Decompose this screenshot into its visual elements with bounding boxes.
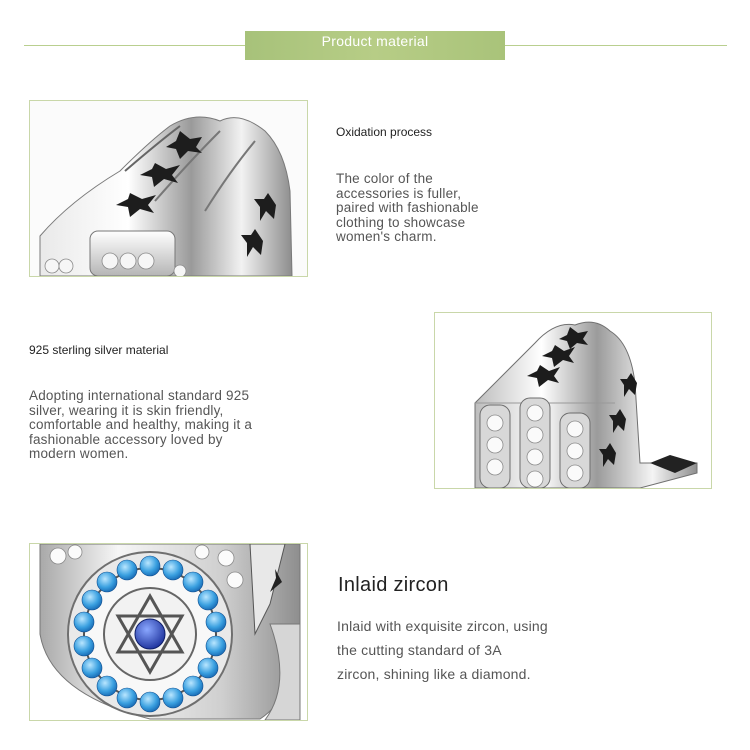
oxidation-line: accessories is fuller, [336,185,462,201]
zircon-line: Inlaid with exquisite zircon, using [337,618,548,634]
silver-line: comfortable and healthy, making it a [29,417,253,432]
oxidation-line: women's charm. [336,229,437,244]
zircon-photo [29,543,308,721]
zircon-description [337,614,548,686]
oxidation-photo [29,100,308,277]
zircon-line: the cutting standard of 3A [337,642,502,658]
silver-line: modern women. [29,446,129,461]
silver-line: silver, wearing it is skin friendly, [29,402,224,418]
oxidation-title: Oxidation process [336,125,433,139]
section-header [245,31,505,60]
silver-description [29,389,252,462]
zircon-title: Inlaid zircon [338,574,449,596]
evil-eye-charm-icon [30,544,307,720]
oxidation-line: paired with fashionable [336,200,479,215]
hamsa-charm-icon [435,313,711,488]
zircon-line: zircon, shining like a diamond. [337,666,531,682]
oxidation-line: The color of the [336,171,434,186]
charm-closeup-icon [30,101,307,276]
silver-photo [434,312,712,489]
silver-line: Adopting international standard 925 [29,388,250,403]
oxidation-description [336,172,479,245]
header-rule-left [24,45,246,46]
silver-title: 925 sterling silver material [29,343,169,357]
header-rule-right [505,45,727,46]
oxidation-line: clothing to showcase [336,214,466,230]
section-header-title: Product material [321,33,429,49]
silver-line: fashionable accessory loved by [29,431,223,447]
